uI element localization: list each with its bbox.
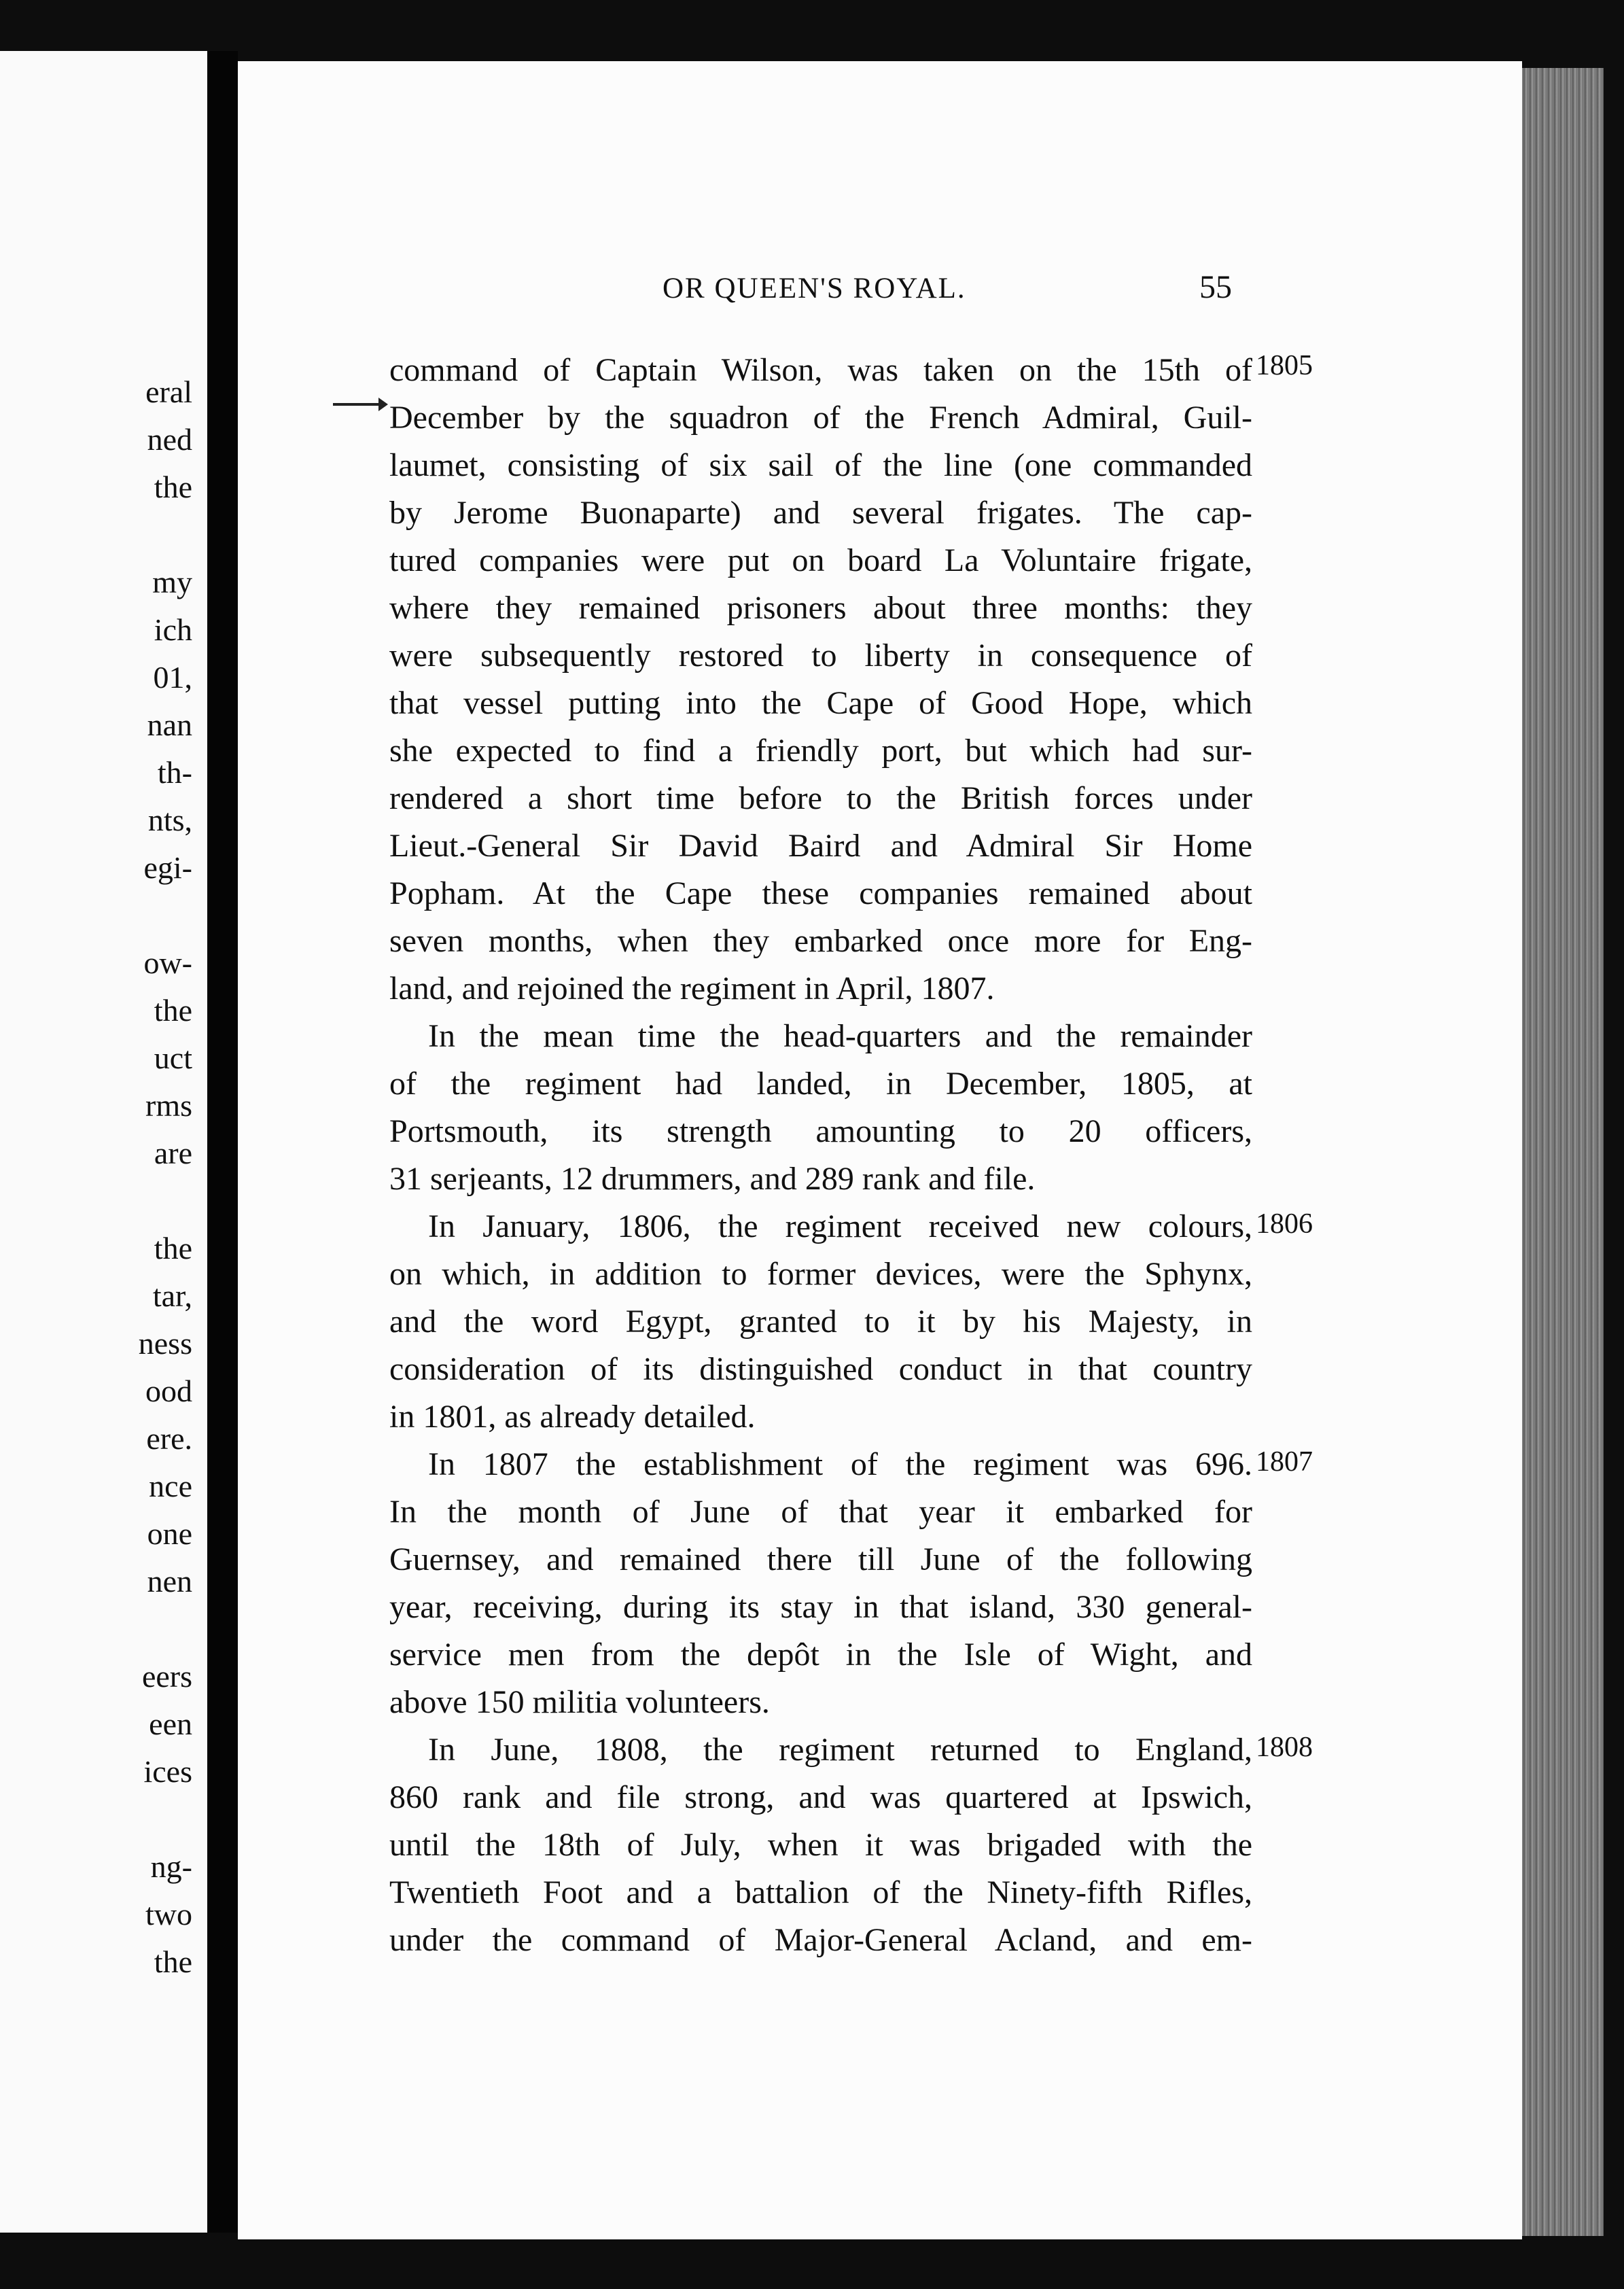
page-edge <box>1522 68 1604 2236</box>
text-line: 31 serjeants, 12 drummers, and 289 rank and file. <box>389 1161 1036 1197</box>
margin-year: 1806 <box>1256 1208 1313 1240</box>
running-title: OR QUEEN'S ROYAL. <box>663 273 966 304</box>
text-line: laumet, consisting of six sail of the line (one commanded <box>389 447 1252 483</box>
text-line: were subsequently restored to liberty in consequence of <box>389 637 1252 674</box>
page-number: 55 <box>1199 269 1232 305</box>
text-line: until the 18th of July, when it was brigaded with the <box>389 1827 1252 1863</box>
text-line: In January, 1806, the regiment received new colours, <box>428 1208 1252 1244</box>
left-page-fragment: egi- <box>143 850 192 885</box>
body-text <box>389 347 1252 1964</box>
text-line: In the month of June of that year it embarked for <box>389 1494 1252 1530</box>
left-page-fragment: nan <box>147 707 192 742</box>
left-page-fragment: rms <box>145 1088 192 1123</box>
text-line: above 150 militia volunteers. <box>389 1684 770 1720</box>
left-page-fragment: nts, <box>147 803 192 837</box>
left-page-fragment: eral <box>145 374 192 409</box>
left-page-fragment: ood <box>145 1374 192 1408</box>
left-page-fragment: eers <box>141 1659 192 1694</box>
text-line: Popham. At the Cape these companies remained about <box>389 875 1252 911</box>
text-line: Lieut.-General Sir David Baird and Admiral Sir Home <box>389 828 1252 864</box>
left-page-fragment: ere. <box>146 1421 192 1456</box>
left-page-fragment: nce <box>149 1469 192 1503</box>
left-page-fragment: one <box>147 1516 192 1551</box>
left-page-fragment: ow- <box>143 945 192 980</box>
text-line: by Jerome Buonaparte) and several frigates. The cap- <box>389 495 1252 531</box>
text-line: December by the squadron of the French Admiral, Guil- <box>389 400 1252 436</box>
left-page-fragment: my <box>152 565 192 599</box>
left-page-fragment: ned <box>147 422 192 457</box>
text-line: consideration of its distinguished conduct in that country <box>389 1351 1252 1387</box>
left-page-fragment: are <box>154 1136 192 1170</box>
text-line: service men from the depôt in the Isle of Wight, and <box>389 1637 1252 1673</box>
text-line: seven months, when they embarked once more for Eng- <box>389 923 1252 959</box>
paragraph <box>389 1013 1252 1203</box>
text-line: under the command of Major-General Acland, and em- <box>389 1922 1252 1958</box>
left-page-fragment: een <box>149 1707 192 1741</box>
left-page-fragment: ness <box>138 1326 192 1361</box>
text-line: In the mean time the head-quarters and the remainder <box>428 1018 1252 1054</box>
left-page-fragment: the <box>154 1944 192 1979</box>
left-page-fragment: the <box>154 470 192 504</box>
left-page-fragment: ich <box>154 612 192 647</box>
left-page-fragment: th- <box>157 755 192 790</box>
text-line: that vessel putting into the Cape of Good Hope, which <box>389 685 1252 721</box>
text-line: of the regiment had landed, in December, 1805, at <box>389 1066 1252 1102</box>
paragraph <box>389 1726 1252 1964</box>
text-line: where they remained prisoners about three months: they <box>389 590 1252 626</box>
text-line: in 1801, as already detailed. <box>389 1399 756 1435</box>
left-page-fragment: ng- <box>150 1849 192 1884</box>
text-line: and the word Egypt, granted to it by his Majesty, in <box>389 1304 1252 1340</box>
text-line: In June, 1808, the regiment returned to England, <box>428 1732 1252 1768</box>
text-line: she expected to find a friendly port, but which had sur- <box>389 733 1252 769</box>
left-page-fragment: the <box>154 993 192 1028</box>
text-line: Guernsey, and remained there till June of the following <box>389 1541 1252 1577</box>
book-gutter <box>207 51 238 2233</box>
left-page-fragment: 01, <box>153 660 192 695</box>
paragraph <box>389 1441 1252 1726</box>
text-line: rendered a short time before to the British forces under <box>389 780 1252 816</box>
paragraph <box>389 1203 1252 1441</box>
text-line: Twentieth Foot and a battalion of the Ninety-fifth Rifles, <box>389 1874 1252 1910</box>
left-page-fragment: nen <box>147 1564 192 1598</box>
left-facing-page <box>0 51 207 2233</box>
text-line: In 1807 the establishment of the regiment was 696. <box>428 1446 1252 1482</box>
text-line: 860 rank and file strong, and was quartered at Ipswich, <box>389 1779 1252 1815</box>
margin-year: 1808 <box>1256 1732 1313 1763</box>
left-page-fragment: the <box>154 1231 192 1265</box>
text-line: year, receiving, during its stay in that island, 330 general- <box>389 1589 1252 1625</box>
text-line: command of Captain Wilson, was taken on the 15th of <box>389 352 1252 388</box>
text-line: Portsmouth, its strength amounting to 20 officers, <box>389 1113 1252 1149</box>
left-page-fragment: uct <box>154 1041 192 1075</box>
text-line: on which, in addition to former devices, were the Sphynx, <box>389 1256 1252 1292</box>
manicule-pointer <box>333 403 384 406</box>
margin-year: 1805 <box>1256 350 1313 381</box>
text-line: land, and rejoined the regiment in April, 1807. <box>389 971 995 1007</box>
margin-year: 1807 <box>1256 1446 1313 1478</box>
left-page-fragment: two <box>145 1897 192 1932</box>
left-page-fragment: ices <box>143 1754 192 1789</box>
text-line: tured companies were put on board La Voluntaire frigate, <box>389 542 1252 578</box>
paragraph <box>389 347 1252 1013</box>
left-page-fragment: tar, <box>152 1278 192 1313</box>
